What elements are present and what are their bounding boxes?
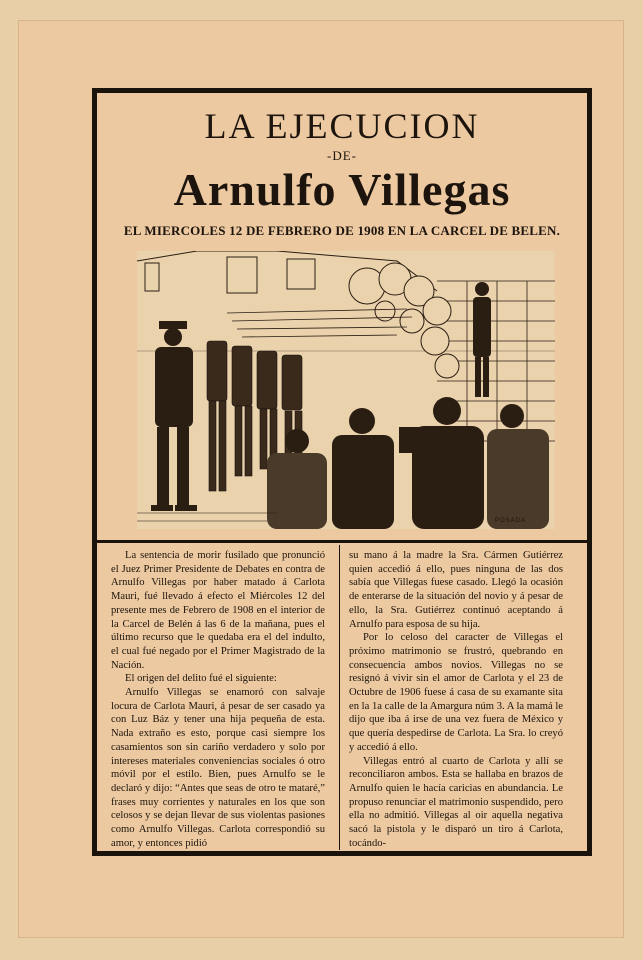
- paragraph: La sentencia de morir fusilado que pronunció el Juez Primer Presidente de Debates en contra de Arnulfo Villegas por haber matado á Carlota Mauri, fué llevado á efecto el Miércoles 12 del presente mes de Febrero de 1908 en el interior de la Carcel de Belén á las 6 de la mañana, pues el último recurso que le quedaba era el del indulto, el cual fué negado por el Primer Magistrado de la Nación.: [111, 550, 325, 671]
- paragraph: El origen del delito fué el siguiente:: [125, 673, 277, 685]
- paragraph: su mano á la madre la Sra. Cármen Gutiérrez quien accedió á ello, pues ninguna de las dos sabía que Villegas fuese casado. Llegó la ocasión de enterarse de la situación del novio y á pesar de ello, la Sra. Gutiérrez continuó aceptando á Arnulfo para esposa de su hija.: [349, 550, 563, 630]
- date-subtitle: EL MIERCOLES 12 DE FEBRERO DE 1908 EN LA CARCEL DE BELEN.: [123, 223, 561, 238]
- broadside-frame: [92, 88, 592, 856]
- headline-de: -DE-: [327, 148, 357, 163]
- left-text-column: [111, 549, 325, 850]
- headline-name: Arnulfo Villegas: [173, 164, 511, 215]
- paragraph: Arnulfo Villegas se enamoró con salvaje locura de Carlota Mauri, á pesar de ser casado ya con Luz Báz y tener una hija pequeña de esta. Nada extraño es esto, porque casi siempre los casamientos son sin cariño verdadero y solo por intereses materiales conveniencias sociales ó otro móvil por el estilo. Bien, pues Arnulfo se le declaró y dijo: “Antes que seas de otro te mataré,” frases muy corrientes y naturales en los que son celosos y se dejan llevar de sus violentas pasiones como Arnulfo Villegas. Carlota correspondió su amor, y entonces pidió: [111, 687, 325, 849]
- execution-engraving: [137, 251, 555, 529]
- engraver-signature: POSADA: [495, 518, 527, 524]
- paragraph: Por lo celoso del caracter de Villegas el próximo matrimonio se frustró, quebrando en consecuencia ambos novios. Villegas no se resignó á vivir sin el amor de Carlota y el 23 de Octubre de 1906 fuese á casa de su examante sita en la 1a calle de la Amargura núm 3. A la mamá le dijo que iba á irse de una vez fuera de México y que quería despedirse de Carlota. La Sra. lo creyó y accedió á ello.: [349, 632, 563, 753]
- section-divider: [97, 540, 587, 543]
- headline-title: LA EJECUCION: [204, 106, 480, 146]
- column-divider: [339, 545, 340, 850]
- paragraph: Villegas entró al cuarto de Carlota y allí se reconciliaron ambos. Esta se hallaba en brazos de Arnulfo quien le hacía caricias en abundancia. Le propuso renunciar el matrimonio suspendido, pero ella no admitió. Villegas al oir aquella negativa sacó la pistola y le disparó un tiro á Carlota, tocándo-: [349, 755, 563, 849]
- right-text-column: [349, 549, 563, 850]
